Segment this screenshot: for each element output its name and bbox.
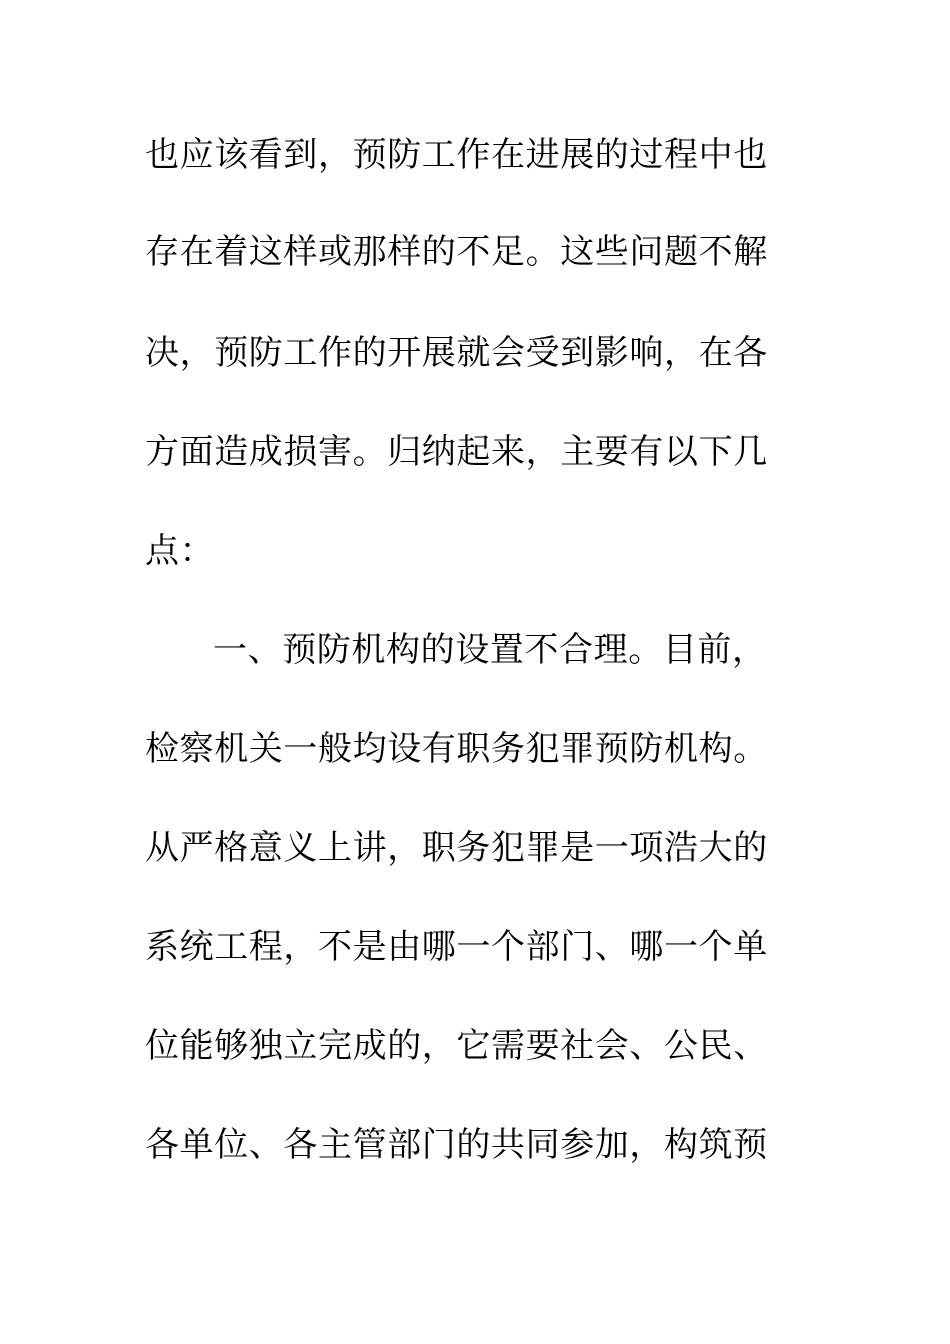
text-line: 位能够独立完成的，它需要社会、公民、 [145,1026,768,1066]
text-line: 决，预防工作的开展就会受到影响，在各 [145,333,768,373]
text-line: 存在着这样或那样的不足。这些问题不解 [145,232,768,272]
text-line: 系统工程，不是由哪一个部门、哪一个单 [145,927,768,967]
text-line: 检察机关一般均设有职务犯罪预防机构。 [145,729,768,769]
text-line: 从严格意义上讲，职务犯罪是一项浩大的 [145,828,768,868]
text-line: 各单位、各主管部门的共同参加，构筑预 [145,1125,768,1165]
text-line: 也应该看到，预防工作在进展的过程中也 [145,135,768,175]
text-line: 点： [145,531,215,571]
text-line: 方面造成损害。归纳起来，主要有以下几 [145,432,768,472]
paragraph-first-line: 一、预防机构的设置不合理。目前， [213,630,767,670]
